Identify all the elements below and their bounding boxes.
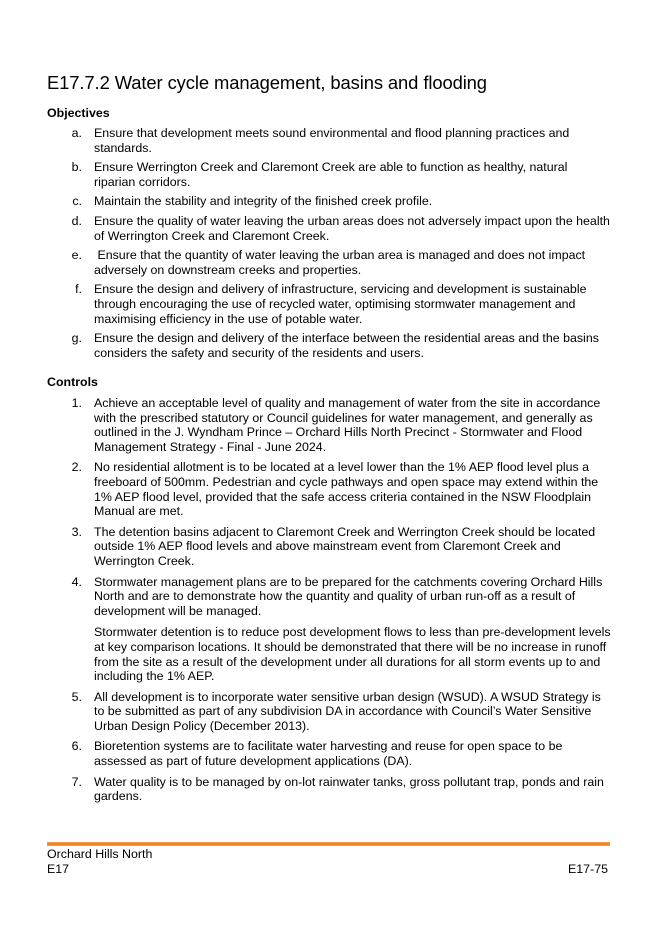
list-item-text: Ensure the quality of water leaving the urban areas does not adversely impact upon the health of Werrington Creek and Claremont Creek. xyxy=(94,213,610,243)
control-item-4 xyxy=(0,575,656,684)
list-marker: d. xyxy=(71,213,82,228)
list-item-text: Ensure that development meets sound environmental and flood planning practices and standards. xyxy=(94,126,570,155)
list-marker: 3. xyxy=(71,524,82,539)
objective-item-e xyxy=(0,248,656,277)
footer-section: E17 xyxy=(47,862,70,876)
objective-item-d xyxy=(0,214,656,243)
footer-doc-name: Orchard Hills North xyxy=(47,847,153,861)
list-marker: 2. xyxy=(71,460,82,475)
list-item-text: Ensure Werrington Creek and Claremont Creek are able to function as healthy, natural riparian corridors. xyxy=(94,160,568,189)
objective-item-c xyxy=(0,194,656,209)
control-item-3 xyxy=(0,525,656,569)
objectives-heading: Objectives xyxy=(47,106,110,120)
list-item-text: Water quality is to be managed by on-lot rainwater tanks, gross pollutant trap, ponds and rain gardens. xyxy=(94,774,604,804)
list-item-text: Stormwater management plans are to be prepared for the catchments covering Orchard Hills North and are to demonstrate how the quantity and quality of urban run-off as a result of development will be managed. xyxy=(94,574,603,618)
list-item-text: Bioretention systems are to facilitate water harvesting and reuse for open space to be assessed as part of future development applications (DA). xyxy=(94,739,563,769)
list-marker: a. xyxy=(71,126,82,140)
list-marker: 6. xyxy=(71,739,82,754)
list-marker: b. xyxy=(71,160,82,175)
list-marker: g. xyxy=(71,331,82,346)
list-marker: 7. xyxy=(71,774,82,789)
objectives-list xyxy=(0,126,656,360)
list-marker: c. xyxy=(72,194,82,209)
controls-heading: Controls xyxy=(47,375,98,389)
control-item-6 xyxy=(0,739,656,768)
list-marker: 1. xyxy=(71,396,82,410)
page-title: E17.7.2 Water cycle management, basins and flooding xyxy=(47,72,487,93)
list-marker: f. xyxy=(75,282,82,297)
objective-item-b xyxy=(0,160,656,189)
control-item-5 xyxy=(0,690,656,734)
control-item-2 xyxy=(0,460,656,518)
list-item-text: Ensure the design and delivery of infrastructure, servicing and development is sustainable through encouraging the use of recycled water, optimising stormwater management and maximising efficiency in the use of potable water. xyxy=(94,282,587,326)
list-item-text-continued: Stormwater detention is to reduce post development flows to less than pre-development levels at key comparison locations. It should be demonstrated that there will be no increase in runoff from the site as a result of the development under all durations for all storm events up to and including the 1% AEP. xyxy=(94,625,611,684)
list-item-text: The detention basins adjacent to Claremont Creek and Werrington Creek should be located outside 1% AEP flood levels and above mainstream event from Claremont Creek and Werrington Creek. xyxy=(94,524,596,568)
footer-divider xyxy=(47,842,610,846)
list-item-text: Achieve an acceptable level of quality and management of water from the site in accordance with the prescribed statutory or Council guidelines for water management, and generally as outlined in the J. Wyndham Prince – Orchard Hills North Precinct - Stormwater and Flood Management Strategy - Final - June 2024. xyxy=(94,396,601,454)
list-item-text: All development is to incorporate water sensitive urban design (WSUD). A WSUD Strategy is to be submitted as part of any subdivision DA in accordance with Council’s Water Sensitive Urban Design Policy (December 2013). xyxy=(94,689,601,733)
footer-page-number: E17-75 xyxy=(568,862,608,876)
list-marker: 5. xyxy=(71,689,82,704)
control-item-1 xyxy=(0,396,656,454)
list-item-text: No residential allotment is to be located at a level lower than the 1% AEP flood level plus a freeboard of 500mm. Pedestrian and cycle pathways and open space may extend within the 1% AEP flood level, provided that the safe access criteria contained in the NSW Floodplain Manual are met. xyxy=(94,460,599,519)
list-item-text: Maintain the stability and integrity of the finished creek profile. xyxy=(94,194,433,209)
objective-item-g xyxy=(0,331,656,360)
control-item-7 xyxy=(0,775,656,804)
list-marker: e. xyxy=(71,248,82,263)
list-marker: 4. xyxy=(71,574,82,589)
list-item-text: Ensure that the quantity of water leaving the urban area is managed and does not impact adversely on downstream creeks and properties. xyxy=(94,248,589,277)
list-item-text: Ensure the design and delivery of the interface between the residential areas and the basins considers the safety and security of the residents and users. xyxy=(94,331,599,360)
objective-item-f xyxy=(0,282,656,326)
controls-list xyxy=(0,396,656,804)
objective-item-a xyxy=(0,126,656,155)
